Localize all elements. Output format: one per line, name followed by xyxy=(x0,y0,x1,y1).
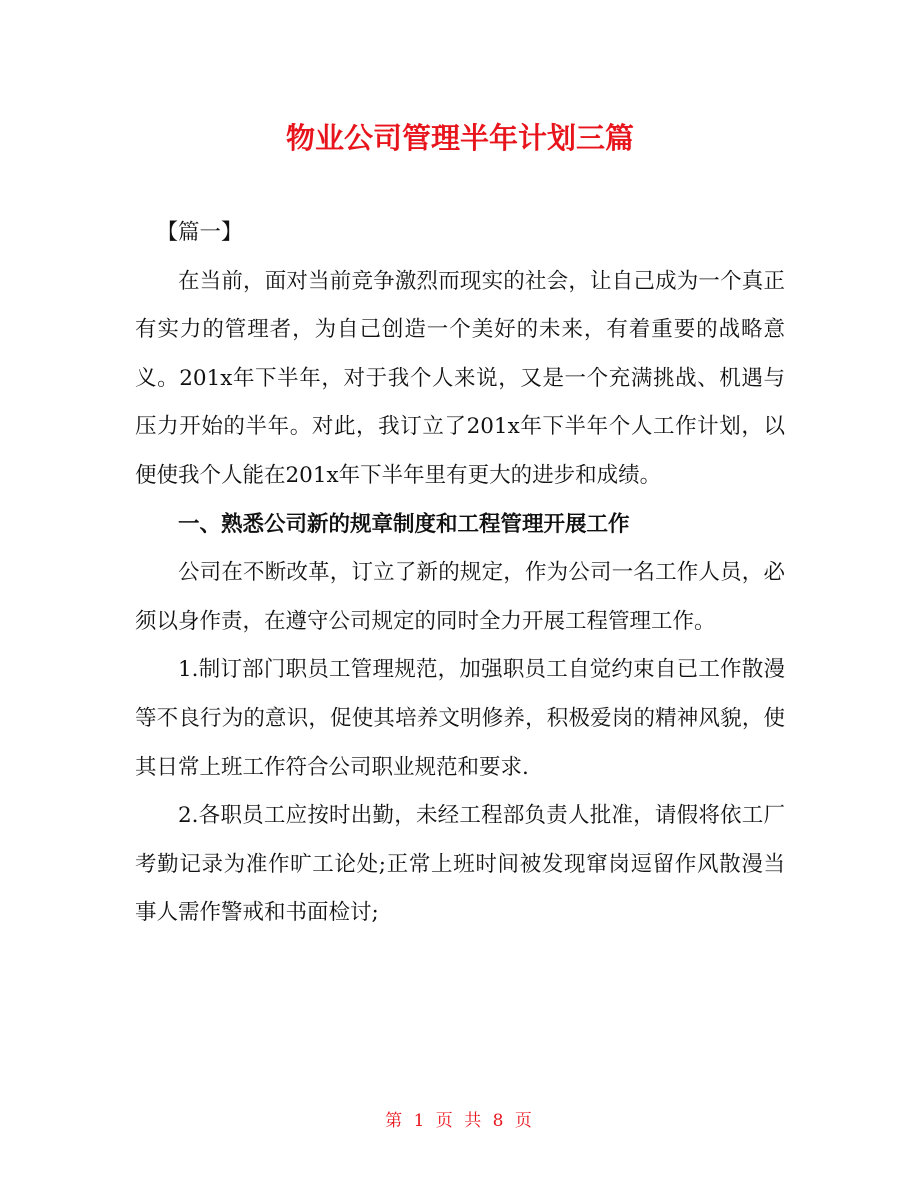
page-footer: 第 1 页 共 8 页 xyxy=(385,1111,535,1131)
section-label: 【篇一】 xyxy=(156,220,243,245)
list-item-2: 2.各职员工应按时出勤，未经工程部负责人批准，请假将依工厂考勤记录为准作旷工论处;正常上班时间被发现窜岗逗留作风散漫当事人需作警戒和书面检讨; xyxy=(135,803,785,926)
list-item-1: 1.制订部门职员工管理规范，加强职员工自觉约束自已工作散漫等不良行为的意识，促使其培养文明修养，积极爱岗的精神风貌，使其日常上班工作符合公司职业规范和要求. xyxy=(135,657,785,780)
document-body xyxy=(135,209,785,938)
intro-paragraph: 在当前，面对当前竞争激烈而现实的社会，让自己成为一个真正有实力的管理者，为自己创造一个美好的未来，有着重要的战略意义。201x年下半年，对于我个人来说，又是一个充满挑战、机遇与压力开始的半年。对此，我订立了201x年下半年个人工作计划，以便使我个人能在201x年下半年里有更大的进步和成绩。 xyxy=(135,268,785,488)
paragraph-2: 公司在不断改革，订立了新的规定，作为公司一名工作人员，必须以身作责，在遵守公司规定的同时全力开展工程管理工作。 xyxy=(135,560,785,634)
document-title: 物业公司管理半年计划三篇 xyxy=(285,121,634,155)
section-heading: 一、熟悉公司新的规章制度和工程管理开展工作 xyxy=(178,511,630,537)
